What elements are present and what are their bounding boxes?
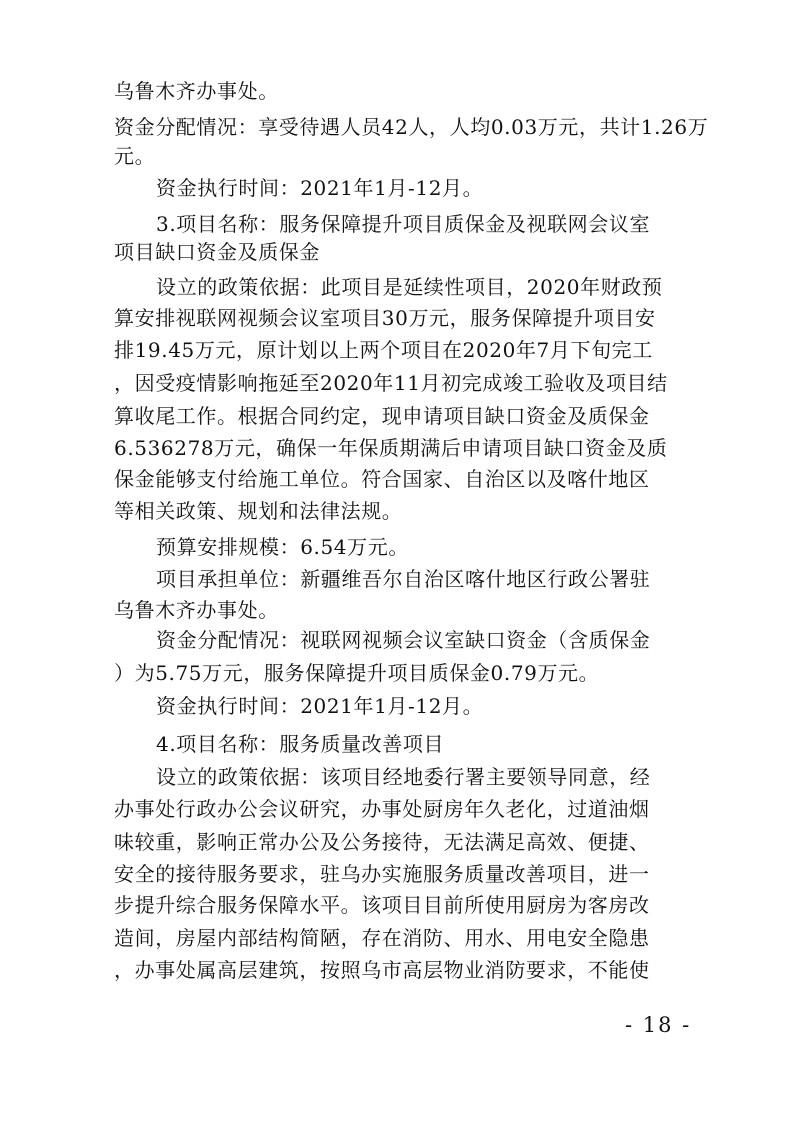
section-heading-3: 3.项目名称：服务保障提升项目质保金及视联网会议室 [156, 212, 651, 236]
text-line-17: 乌鲁木齐办事处。 [114, 598, 279, 622]
text-line-27: 造间，房屋内部结构简陋，存在消防、用水、用电安全隐患 [114, 926, 650, 950]
text-line-20: 资金执行时间：2021年1月-12月。 [156, 694, 484, 718]
text-line-18: 资金分配情况：视联网视频会议室缺口资金（含质保金 [156, 628, 651, 652]
page-number: - 18 - [625, 1013, 692, 1037]
text-line-9: 排19.45万元，原计划以上两个项目在2020年7月下旬完工 [114, 338, 653, 362]
text-line-24: 味较重，影响正常办公及公务接待，无法满足高效、便捷、 [114, 830, 650, 854]
text-line-25: 安全的接待服务要求，驻乌办实施服务质量改善项目，进一 [114, 862, 650, 886]
text-line-22: 设立的政策依据：该项目经地委行署主要领导同意，经 [156, 765, 651, 789]
text-line-2: 资金分配情况：享受待遇人员42人，人均0.03万元，共计1.26万 [114, 115, 709, 139]
text-line-11: 算收尾工作。根据合同约定，现申请项目缺口资金及质保金 [114, 404, 650, 428]
text-line-3: 元。 [114, 144, 156, 168]
text-line-14: 等相关政策、规划和法律法规。 [114, 499, 403, 523]
text-line-8: 算安排视联网视频会议室项目30万元，服务保障提升项目安 [114, 306, 656, 330]
text-line-6: 项目缺口资金及质保金 [114, 240, 320, 264]
text-line-19: ）为5.75万元，服务保障提升项目质保金0.79万元。 [114, 661, 600, 685]
text-line-4: 资金执行时间：2021年1月-12月。 [156, 176, 484, 200]
text-line-13: 保金能够支付给施工单位。符合国家、自治区以及喀什地区 [114, 467, 650, 491]
text-line-28: ，办事处属高层建筑，按照乌市高层物业消防要求，不能使 [114, 958, 650, 982]
text-line-26: 步提升综合服务保障水平。该项目目前所使用厨房为客房改 [114, 893, 650, 917]
text-line-10: ，因受疫情影响拖延至2020年11月初完成竣工验收及项目结 [114, 371, 668, 395]
text-line-12: 6.536278万元，确保一年保质期满后申请项目缺口资金及质 [114, 436, 668, 460]
text-line-16: 项目承担单位：新疆维吾尔自治区喀什地区行政公署驻 [156, 567, 651, 591]
text-line-23: 办事处行政办公会议研究，办事处厨房年久老化，过道油烟 [114, 797, 650, 821]
text-line-7: 设立的政策依据：此项目是延续性项目，2020年财政预 [156, 275, 663, 299]
section-heading-4: 4.项目名称：服务质量改善项目 [156, 732, 445, 756]
text-line-15: 预算安排规模：6.54万元。 [156, 535, 409, 559]
text-line-1: 乌鲁木齐办事处。 [114, 79, 279, 103]
